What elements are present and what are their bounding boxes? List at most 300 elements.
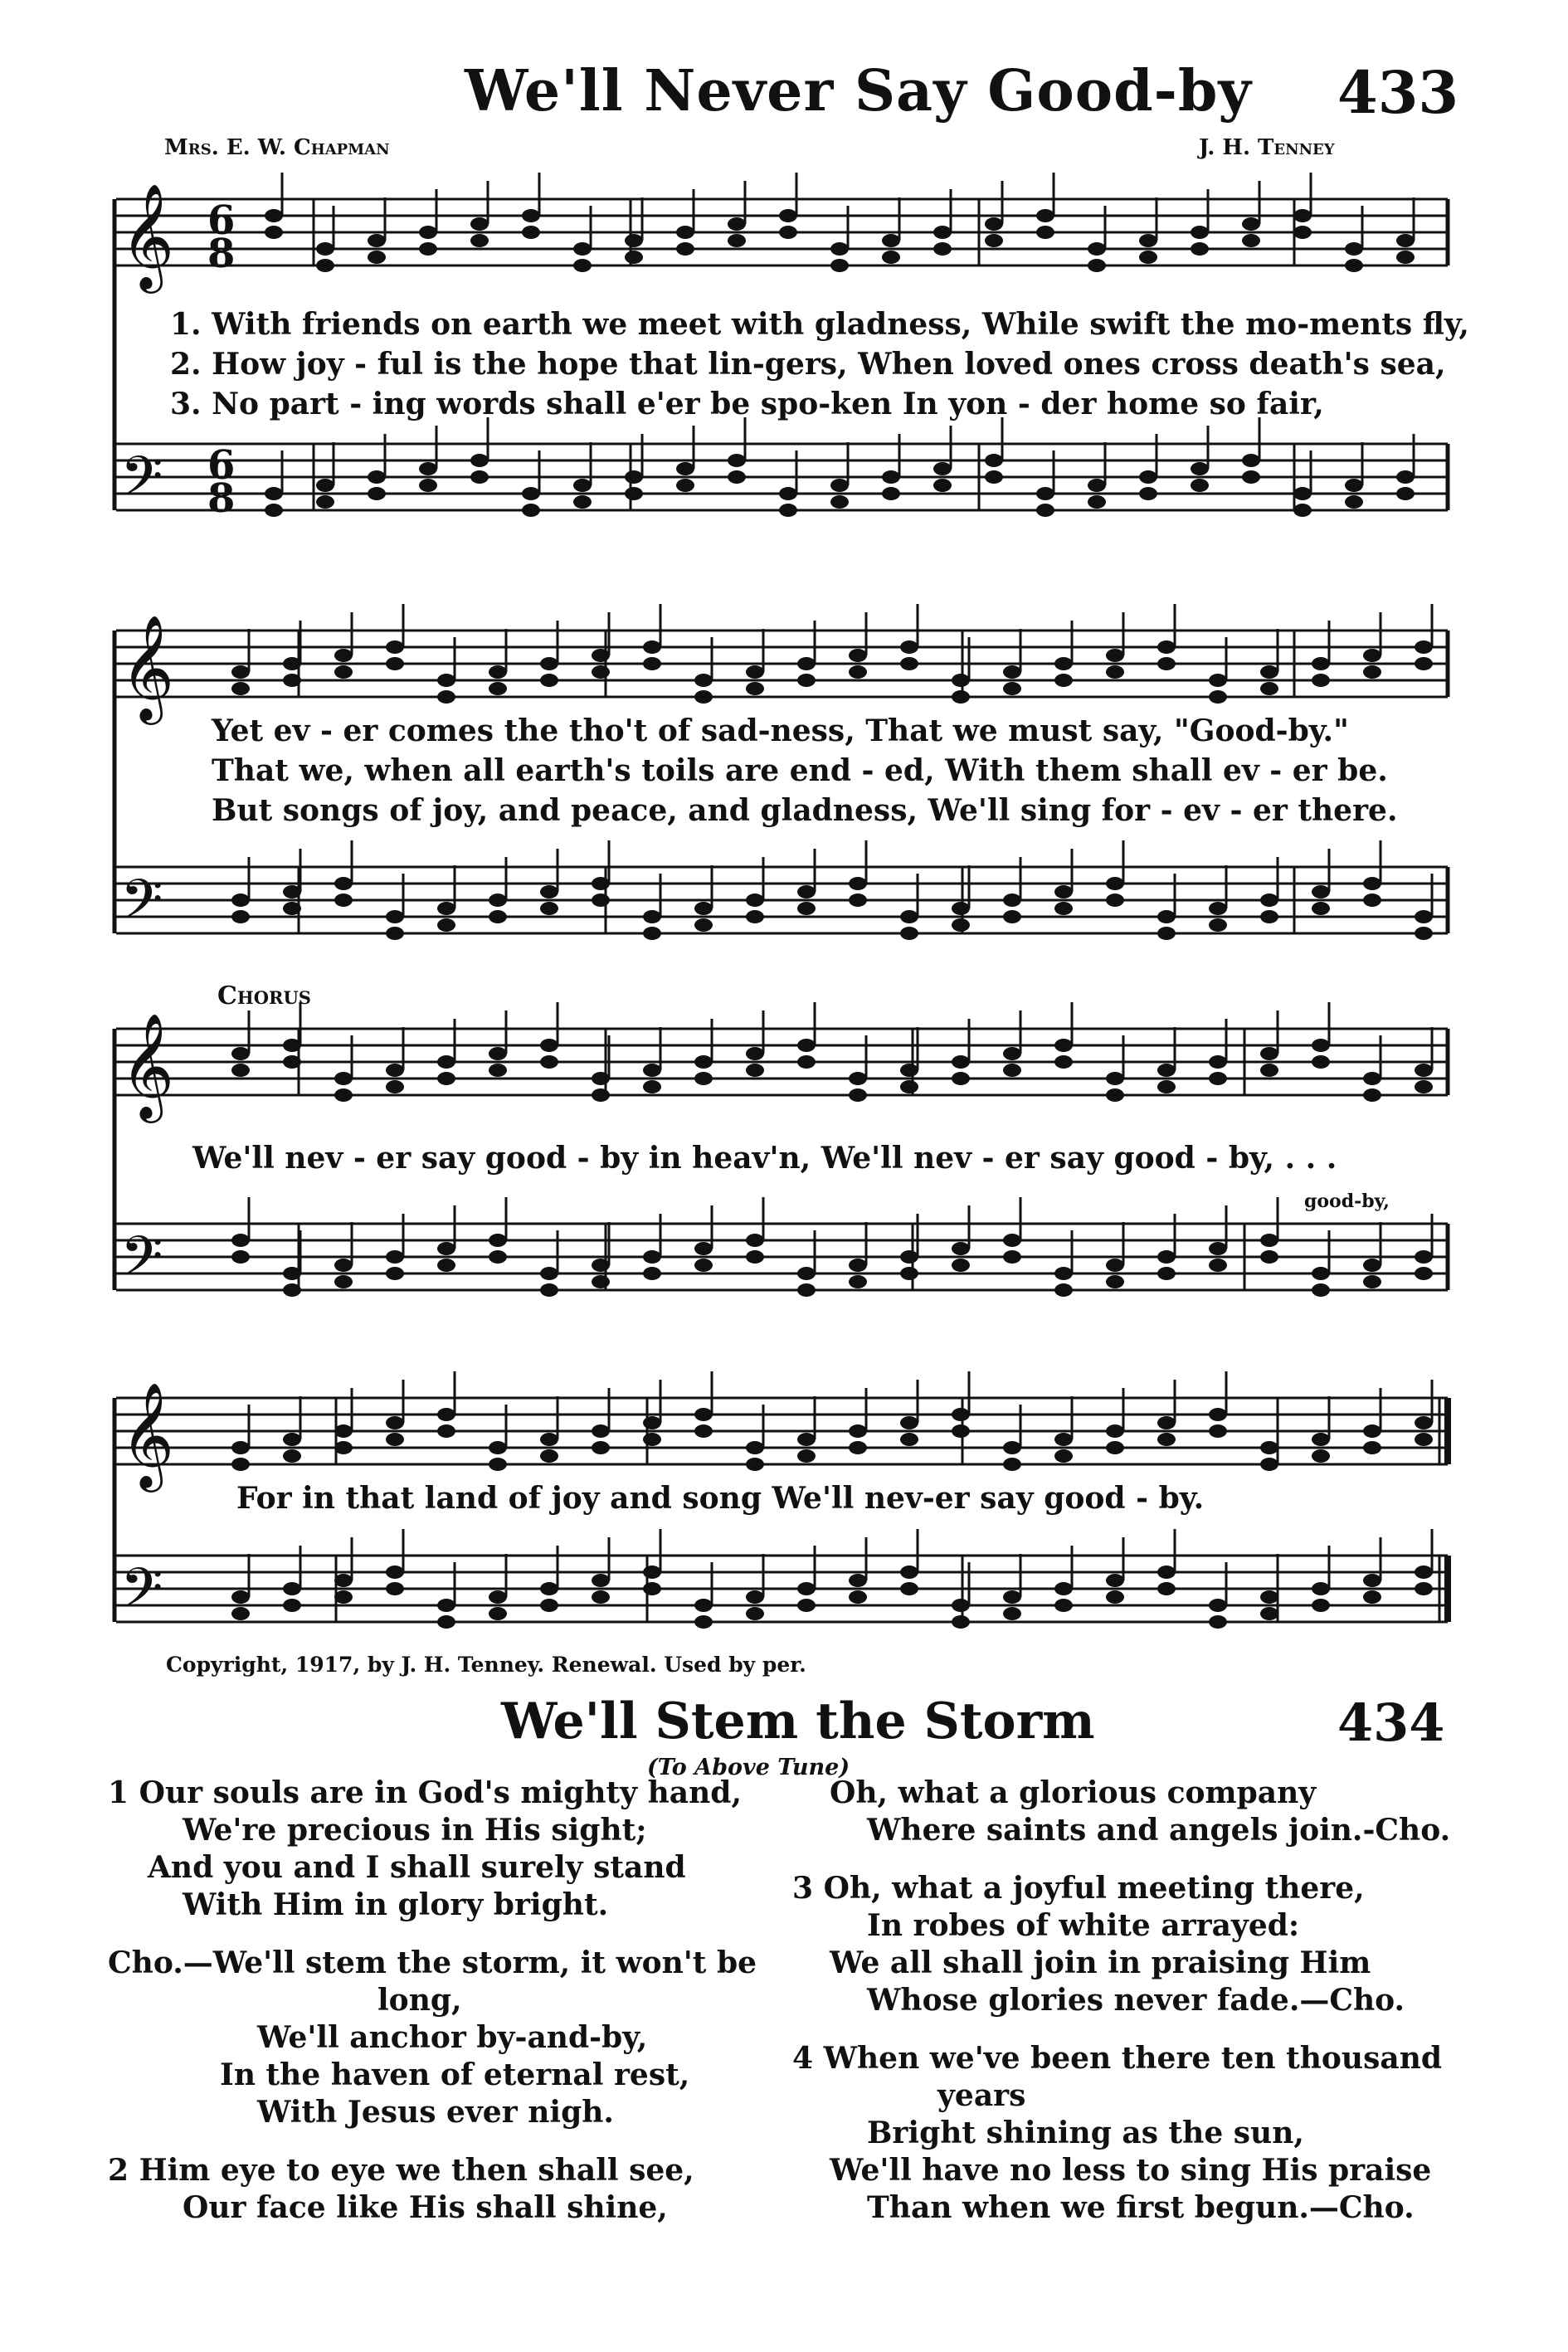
svg-text:8: 8 <box>207 475 236 522</box>
notehead <box>952 1072 970 1085</box>
notehead <box>849 665 867 679</box>
notehead <box>694 1408 713 1421</box>
notehead <box>900 640 918 654</box>
notehead <box>1396 470 1415 484</box>
notehead <box>797 1582 816 1595</box>
refrain-line-3: But songs of joy, and peace, and gladness, We'll sing for - ev - er there. <box>212 793 1398 828</box>
verse-text-line: years <box>937 2078 1026 2113</box>
chorus-text-line: Cho.—We'll stem the storm, it won't be <box>108 1945 757 1980</box>
notehead <box>1191 226 1209 239</box>
notehead <box>694 690 713 704</box>
notehead <box>1312 885 1330 898</box>
notehead <box>849 1574 867 1587</box>
notehead <box>849 1441 867 1454</box>
notehead <box>643 1250 661 1264</box>
notehead <box>1312 674 1330 687</box>
notehead <box>573 242 592 256</box>
notehead <box>1003 1064 1021 1077</box>
notehead <box>540 1267 558 1280</box>
notehead <box>643 1267 661 1280</box>
notehead <box>694 1599 713 1612</box>
notehead <box>1157 1416 1176 1429</box>
notehead <box>1415 1080 1433 1093</box>
notehead <box>592 649 610 662</box>
notehead <box>489 1064 507 1077</box>
notehead <box>694 1259 713 1272</box>
notehead <box>952 1259 970 1272</box>
notehead <box>1209 1259 1227 1272</box>
notehead <box>830 259 849 272</box>
notehead <box>489 910 507 923</box>
notehead <box>933 479 952 492</box>
notehead <box>1363 894 1381 907</box>
notehead <box>1157 1080 1176 1093</box>
notehead <box>694 674 713 687</box>
notehead <box>797 1055 816 1069</box>
notehead <box>1312 1433 1330 1446</box>
notehead <box>489 665 507 679</box>
notehead <box>1054 1582 1073 1595</box>
notehead <box>1312 1039 1330 1052</box>
notehead <box>592 877 610 890</box>
notehead <box>1415 1416 1433 1429</box>
notehead <box>522 487 540 500</box>
notehead <box>1054 902 1073 915</box>
notehead <box>797 902 816 915</box>
notehead <box>1415 657 1433 670</box>
notehead <box>368 487 386 500</box>
notehead <box>746 894 764 907</box>
notehead <box>1088 242 1106 256</box>
notehead <box>1106 665 1124 679</box>
notehead <box>283 1433 301 1446</box>
notehead <box>1396 487 1415 500</box>
hymn-434-title: We'll Stem the Storm <box>501 1692 1095 1751</box>
notehead <box>1260 1458 1278 1471</box>
notehead <box>1260 1250 1278 1264</box>
notehead <box>1003 894 1021 907</box>
notehead <box>1293 226 1312 239</box>
notehead <box>386 1416 404 1429</box>
notehead <box>386 1250 404 1264</box>
treble-clef-icon: 𝄞 <box>120 1012 175 1118</box>
notehead <box>1003 1047 1021 1060</box>
notehead <box>849 1259 867 1272</box>
notehead <box>1157 927 1176 940</box>
notehead <box>1054 1267 1073 1280</box>
notehead <box>900 1582 918 1595</box>
notehead <box>1363 1275 1381 1288</box>
notehead <box>1363 1088 1381 1102</box>
notehead <box>676 479 694 492</box>
notehead <box>592 1259 610 1272</box>
notehead <box>849 1590 867 1604</box>
notehead <box>283 902 301 915</box>
verse-text-line: And you and I shall surely stand <box>148 1850 686 1885</box>
copyright-notice: Copyright, 1917, by J. H. Tenney. Renewal. Used by per. <box>166 1653 806 1677</box>
notehead <box>797 1283 816 1297</box>
notehead <box>779 209 797 222</box>
notehead <box>283 1039 301 1052</box>
notehead <box>1415 640 1433 654</box>
notehead <box>386 1267 404 1280</box>
notehead <box>1157 1064 1176 1077</box>
notehead <box>1157 1433 1176 1446</box>
notehead <box>1209 1599 1227 1612</box>
notehead <box>1415 1064 1433 1077</box>
notehead <box>1139 251 1157 264</box>
notehead <box>231 1047 250 1060</box>
verse-text-line: 4 When we've been there ten thousand <box>792 2041 1443 2076</box>
notehead <box>540 1599 558 1612</box>
notehead <box>334 1088 353 1102</box>
notehead <box>386 910 404 923</box>
notehead <box>830 495 849 509</box>
notehead <box>1054 1039 1073 1052</box>
notehead <box>900 1080 918 1093</box>
verse-text-line: We'll have no less to sing His praise <box>830 2153 1432 2188</box>
notehead <box>522 504 540 517</box>
verse-text-line: Our face like His shall shine, <box>183 2190 668 2225</box>
notehead <box>1088 495 1106 509</box>
notehead <box>489 682 507 695</box>
notehead <box>1106 1424 1124 1438</box>
verse-text-line: In robes of white arrayed: <box>867 1908 1300 1943</box>
notehead <box>489 1250 507 1264</box>
notehead <box>1260 1590 1278 1604</box>
notehead <box>1415 1582 1433 1595</box>
notehead <box>797 1039 816 1052</box>
notehead <box>437 1242 455 1255</box>
notehead <box>540 1039 558 1052</box>
notehead <box>1003 665 1021 679</box>
svg-text:8: 8 <box>207 231 236 277</box>
verse-text-line: Than when we first begun.—Cho. <box>867 2190 1415 2225</box>
notehead <box>952 902 970 915</box>
notehead <box>882 234 900 247</box>
notehead <box>1415 1267 1433 1280</box>
notehead <box>540 1582 558 1595</box>
notehead <box>849 1072 867 1085</box>
notehead <box>952 1599 970 1612</box>
notehead <box>540 657 558 670</box>
notehead <box>676 242 694 256</box>
notehead <box>797 885 816 898</box>
notehead <box>985 217 1003 231</box>
chorus-text-line: In the haven of eternal rest, <box>220 2057 690 2092</box>
bass-clef-icon: 𝄢 <box>120 868 163 945</box>
refrain-line-1: Yet ev - er comes the tho't of sad-ness, That we must say, "Good-by." <box>212 713 1349 748</box>
refrain-line-2: That we, when all earth's toils are end - ed, With them shall ev - er be. <box>212 753 1388 788</box>
notehead <box>952 1055 970 1069</box>
notehead <box>797 1267 816 1280</box>
notehead <box>334 1590 353 1604</box>
notehead <box>1209 918 1227 932</box>
notehead <box>437 1259 455 1272</box>
notehead <box>1363 1424 1381 1438</box>
notehead <box>1312 1267 1330 1280</box>
notehead <box>746 665 764 679</box>
notehead <box>779 226 797 239</box>
notehead <box>437 1424 455 1438</box>
notehead <box>419 226 437 239</box>
notehead <box>231 1607 250 1620</box>
verse-text-line: Oh, what a glorious company <box>830 1775 1317 1810</box>
notehead <box>830 242 849 256</box>
notehead <box>797 1433 816 1446</box>
notehead <box>231 1250 250 1264</box>
hymn-433-number: 433 <box>1337 58 1459 127</box>
notehead <box>1260 1441 1278 1454</box>
notehead <box>592 1088 610 1102</box>
notehead <box>985 234 1003 247</box>
verse-3-line: 3. No part - ing words shall e'er be spo-ken In yon - der home so fair, <box>170 387 1324 421</box>
notehead <box>933 462 952 475</box>
notehead <box>952 1615 970 1629</box>
notehead <box>231 1441 250 1454</box>
notehead <box>849 877 867 890</box>
notehead <box>1415 910 1433 923</box>
notehead <box>1260 1607 1278 1620</box>
notehead <box>1036 226 1054 239</box>
notehead <box>316 242 334 256</box>
verse-text-line: We all shall join in praising Him <box>830 1945 1371 1980</box>
notehead <box>470 470 489 484</box>
notehead <box>283 657 301 670</box>
notehead <box>1036 504 1054 517</box>
notehead <box>952 690 970 704</box>
notehead <box>1260 1064 1278 1077</box>
notehead <box>849 1088 867 1102</box>
chorus-line-1: We'll nev - er say good - by in heav'n, We'll nev - er say good - by, . . . <box>192 1141 1337 1176</box>
notehead <box>900 910 918 923</box>
notehead <box>1312 1582 1330 1595</box>
notehead <box>1260 665 1278 679</box>
notehead <box>489 894 507 907</box>
notehead <box>334 1441 353 1454</box>
notehead <box>900 1250 918 1264</box>
notehead <box>419 462 437 475</box>
notehead <box>1106 1259 1124 1272</box>
notehead <box>1054 1449 1073 1463</box>
notehead <box>849 1275 867 1288</box>
notehead <box>643 1416 661 1429</box>
notehead <box>952 1242 970 1255</box>
notehead <box>746 1064 764 1077</box>
notehead <box>882 251 900 264</box>
notehead <box>1157 1566 1176 1579</box>
notehead <box>694 1615 713 1629</box>
notehead <box>1260 910 1278 923</box>
notehead <box>316 479 334 492</box>
hymn-434-number: 434 <box>1337 1692 1445 1753</box>
notehead <box>334 894 353 907</box>
notehead <box>1003 910 1021 923</box>
notehead <box>1003 1234 1021 1247</box>
verse-text-line: Bright shining as the sun, <box>867 2116 1304 2150</box>
notehead <box>592 1072 610 1085</box>
notehead <box>830 479 849 492</box>
chorus-text-line: We'll anchor by-and-by, <box>257 2020 648 2055</box>
notehead <box>1191 242 1209 256</box>
notehead <box>592 1590 610 1604</box>
notehead <box>1003 1250 1021 1264</box>
notehead <box>386 640 404 654</box>
notehead <box>746 1590 764 1604</box>
notehead <box>849 894 867 907</box>
notehead <box>1106 1590 1124 1604</box>
notehead <box>900 657 918 670</box>
notehead <box>985 470 1003 484</box>
verse-text-line: Whose glories never fade.—Cho. <box>867 1983 1405 2018</box>
bass-clef-icon: 𝄢 <box>120 1556 163 1634</box>
notehead <box>437 1615 455 1629</box>
verse-2-line: 2. How joy - ful is the hope that lin-gers, When loved ones cross death's sea, <box>170 347 1446 382</box>
notehead <box>334 877 353 890</box>
notehead <box>1415 927 1433 940</box>
notehead <box>283 674 301 687</box>
notehead <box>1260 894 1278 907</box>
chorus-echo: good-by, <box>1304 1191 1390 1212</box>
notehead <box>592 1424 610 1438</box>
notehead <box>1088 259 1106 272</box>
notehead <box>283 1283 301 1297</box>
notehead <box>694 1242 713 1255</box>
hymn-434-subtitle: (To Above Tune) <box>647 1755 850 1780</box>
notehead <box>489 1441 507 1454</box>
notehead <box>386 1566 404 1579</box>
notehead <box>849 1424 867 1438</box>
notehead <box>1036 209 1054 222</box>
notehead <box>952 918 970 932</box>
notehead <box>334 1574 353 1587</box>
notehead <box>643 1582 661 1595</box>
notehead <box>728 470 746 484</box>
notehead <box>573 495 592 509</box>
hymn-433-title: We'll Never Say Good-by <box>465 58 1252 124</box>
notehead <box>1106 1088 1124 1102</box>
notehead <box>1396 234 1415 247</box>
notehead <box>1003 1590 1021 1604</box>
notehead <box>470 217 489 231</box>
notehead <box>1260 682 1278 695</box>
notehead <box>1106 1574 1124 1587</box>
verse-text-line: With Him in glory bright. <box>183 1887 609 1922</box>
notehead <box>489 1234 507 1247</box>
notehead <box>1363 1574 1381 1587</box>
notehead <box>437 674 455 687</box>
notehead <box>933 226 952 239</box>
notehead <box>797 674 816 687</box>
notehead <box>1036 487 1054 500</box>
hymn-433-author: Mrs. E. W. Chapman <box>164 135 390 160</box>
notehead <box>1106 1275 1124 1288</box>
notehead <box>1345 495 1363 509</box>
notehead <box>1242 470 1260 484</box>
notehead <box>625 234 643 247</box>
notehead <box>1293 504 1312 517</box>
notehead <box>1345 479 1363 492</box>
notehead <box>540 674 558 687</box>
notehead <box>231 665 250 679</box>
notehead <box>1157 1267 1176 1280</box>
notehead <box>1157 640 1176 654</box>
notehead <box>573 259 592 272</box>
notehead <box>1139 470 1157 484</box>
notehead <box>882 487 900 500</box>
notehead <box>522 209 540 222</box>
notehead <box>334 665 353 679</box>
notehead <box>334 1072 353 1085</box>
treble-clef-icon: 𝄞 <box>120 183 175 289</box>
notehead <box>265 209 283 222</box>
notehead <box>952 1424 970 1438</box>
notehead <box>489 1590 507 1604</box>
notehead <box>900 1064 918 1077</box>
verse-text-line: Where saints and angels join.-Cho. <box>867 1813 1451 1848</box>
notehead <box>386 1433 404 1446</box>
notehead <box>1293 209 1312 222</box>
notehead <box>522 226 540 239</box>
notehead <box>419 479 437 492</box>
notehead <box>540 1449 558 1463</box>
notehead <box>1003 1607 1021 1620</box>
chorus-line-2: For in that land of joy and song We'll nev-er say good - by. <box>236 1481 1205 1516</box>
notehead <box>1209 1615 1227 1629</box>
hymn-433-composer: J. H. Tenney <box>1199 135 1335 160</box>
notehead <box>437 1055 455 1069</box>
notehead <box>419 242 437 256</box>
notehead <box>368 234 386 247</box>
notehead <box>694 1072 713 1085</box>
notehead <box>231 682 250 695</box>
notehead <box>952 1408 970 1421</box>
notehead <box>746 1458 764 1471</box>
notehead <box>1054 1055 1073 1069</box>
notehead <box>1003 682 1021 695</box>
notehead <box>1054 1433 1073 1446</box>
staff-system-4-treble <box>116 1398 1448 1464</box>
notehead <box>933 242 952 256</box>
notehead <box>1312 1599 1330 1612</box>
notehead <box>746 682 764 695</box>
notehead <box>334 1275 353 1288</box>
notehead <box>470 234 489 247</box>
notehead <box>231 1590 250 1604</box>
notehead <box>1157 1250 1176 1264</box>
notehead <box>1139 234 1157 247</box>
notehead <box>1157 910 1176 923</box>
notehead <box>489 1047 507 1060</box>
notehead <box>1191 479 1209 492</box>
notehead <box>1363 1259 1381 1272</box>
staff-system-3-bass <box>116 1224 1448 1290</box>
treble-clef-icon: 𝄞 <box>120 1381 175 1488</box>
notehead <box>489 1458 507 1471</box>
notehead <box>1209 1242 1227 1255</box>
notehead <box>1396 251 1415 264</box>
notehead <box>283 885 301 898</box>
svg-text:6: 6 <box>207 442 236 489</box>
notehead <box>283 1449 301 1463</box>
notehead <box>592 1574 610 1587</box>
notehead <box>728 217 746 231</box>
notehead <box>1363 1072 1381 1085</box>
svg-text:6: 6 <box>207 197 236 244</box>
notehead <box>592 1275 610 1288</box>
staff-system-4-bass <box>116 1556 1448 1622</box>
notehead <box>386 1582 404 1595</box>
